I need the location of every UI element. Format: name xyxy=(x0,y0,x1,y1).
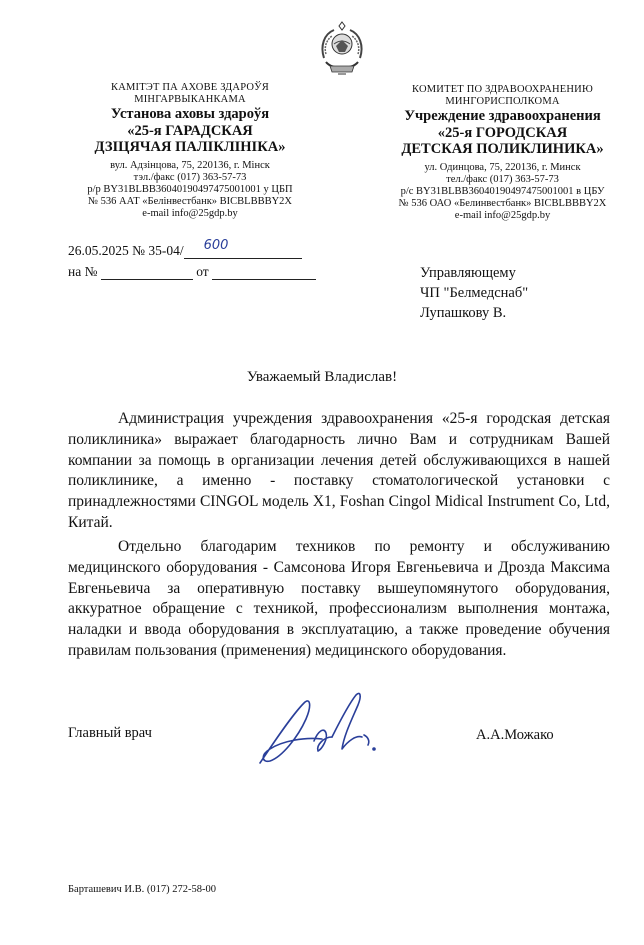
handwritten-signature xyxy=(252,675,392,775)
email: e-mail info@25gdp.by xyxy=(142,208,238,220)
org-name-line-3: ДЕТСКАЯ ПОЛИКЛИНИКА» xyxy=(401,141,604,158)
reply-number-label: на № xyxy=(68,264,98,279)
number-fill-line xyxy=(184,238,302,259)
reply-from-label: от xyxy=(196,264,209,279)
coat-of-arms-icon xyxy=(318,18,366,80)
body-paragraph-2 xyxy=(68,537,610,662)
paragraph-text: Отдельно благодарим техников по ремонту и обслуживанию медицинского оборудования - Самсонова Игоря Евгеньевича и Дрозда Максима Евгеньевича за оперативную поставку вышеупомянутого оборудования, аккуратное обращение с техникой, профессионализм выполнения монтажа, наладки и ввода оборудования в эксплуатацию, а также проведение обучения правилам пользования (применения) медицинского оборудования. xyxy=(68,538,610,659)
phone: тел./факс (017) 363-57-73 xyxy=(446,174,559,186)
reply-date-line xyxy=(212,265,316,280)
bank-name: № 536 ОАО «Белинвестбанк» BICBLBBBY2X xyxy=(398,198,607,210)
body-paragraph-1 xyxy=(68,409,610,534)
committee-line-1: КАМІТЭТ ПА АХОВЕ ЗДАРОЎЯ xyxy=(110,82,269,93)
executor-contact: Барташевич И.В. (017) 272-58-00 xyxy=(68,884,216,895)
header-belarusian xyxy=(70,82,310,220)
org-name-line-2: «25-я ГАРАДСКАЯ xyxy=(127,122,253,139)
org-name-line-2: «25-я ГОРОДСКАЯ xyxy=(437,124,568,141)
paragraph-text: Администрация учреждения здравоохранения «25-я городская детская поликлиника» выражает благодарность лично Вам и сотрудникам Вашей компании за помощь в организации лечения детей обслуживающихся в нашей поликлинике, а именно - поставку стоматологической установки с принадлежностями CINGOL модель X1, Foshan Cingol Midical Instrument Co, Ltd, Китай. xyxy=(68,410,610,531)
addressee-position: Управляющему xyxy=(420,265,516,281)
phone: тэл./факс (017) 363-57-73 xyxy=(133,172,247,184)
outgoing-reference xyxy=(68,238,302,259)
addressee-company: ЧП "Белмедснаб" xyxy=(420,285,529,301)
signatory-title: Главный врач xyxy=(68,725,152,741)
committee-line-1: КОМИТЕТ ПО ЗДРАВООХРАНЕНИЮ xyxy=(412,84,593,95)
addressee-name: Лупашкову В. xyxy=(420,305,507,321)
reply-number-line xyxy=(101,265,193,280)
bank-name: № 536 ААТ «Белінвестбанк» BICBLBBBY2X xyxy=(87,196,293,208)
org-name-line-1: Учреждение здравоохранения xyxy=(404,108,601,125)
org-name-line-3: ДЗІЦЯЧАЯ ПАЛІКЛІНІКА» xyxy=(94,139,286,156)
reply-reference xyxy=(68,264,316,280)
header-russian xyxy=(380,84,625,222)
bank-account: р/р BY31BLBB36040190497475001001 у ЦБП xyxy=(87,184,293,196)
greeting: Уважаемый Владислав! xyxy=(246,369,398,385)
handwritten-number: 600 xyxy=(203,238,229,253)
date-and-number: 26.05.2025 № 35-04/ xyxy=(68,243,184,258)
committee-line-2: МІНГАРВЫКАНКАМА xyxy=(134,94,246,106)
signatory-name: А.А.Можако xyxy=(476,727,554,743)
org-name-line-1: Установа аховы здароўя xyxy=(110,106,270,123)
email: e-mail info@25gdp.by xyxy=(454,210,551,222)
bank-account: р/с BY31BLBB36040190497475001001 в ЦБУ xyxy=(400,186,605,198)
address: вул. Адзінцова, 75, 220136, г. Мінск xyxy=(110,160,270,172)
committee-line-2: МИНГОРИСПОЛКОМА xyxy=(445,96,560,108)
address: ул. Одинцова, 75, 220136, г. Минск xyxy=(424,162,581,174)
addressee xyxy=(420,263,528,323)
